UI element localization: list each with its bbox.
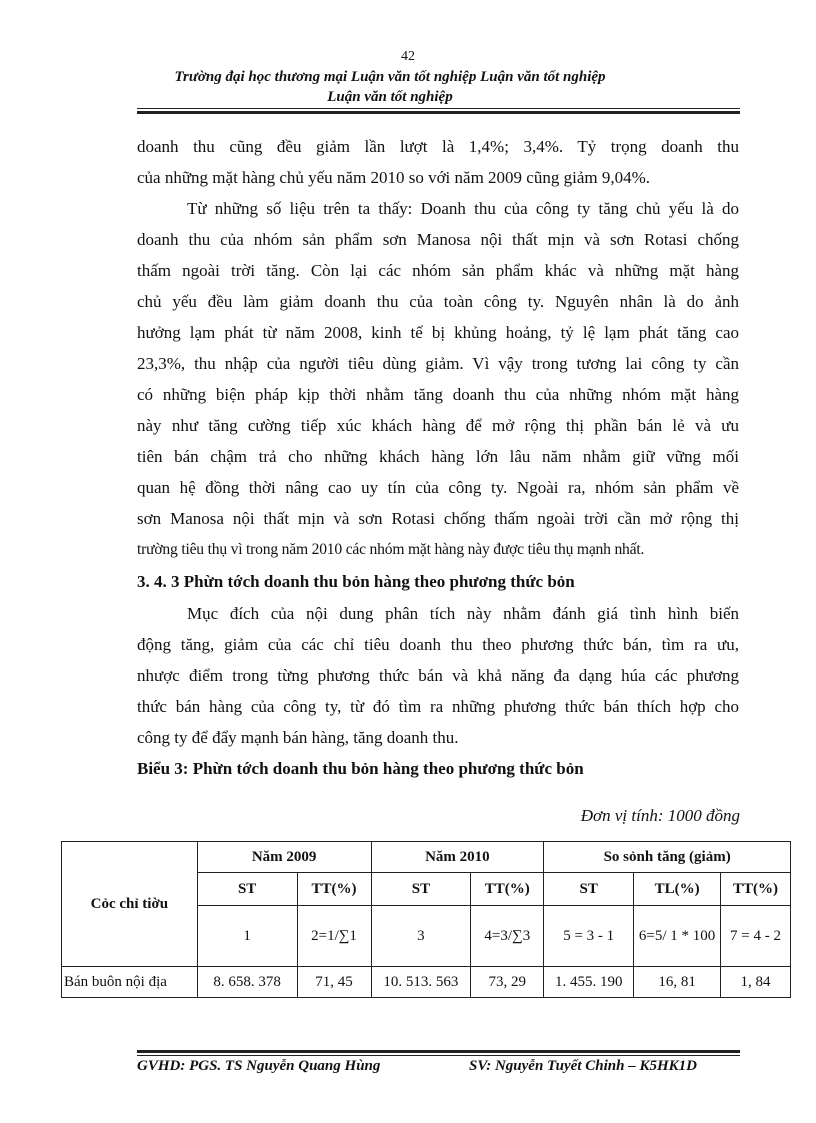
text-line: thức bán hàng của công ty, từ đó tìm ra những phương thức bán thích hợp cho (137, 697, 739, 716)
text-line: có những biện pháp kịp thời nhằm tăng doanh thu của những nhóm mặt hàng (137, 385, 739, 404)
data-cell: 10. 513. 563 (371, 967, 471, 998)
header-rule-thin (137, 108, 740, 109)
unit-label: Đơn vị tính: 1000 đồng (580, 806, 740, 825)
text-line: sơn Manosa nội thất mịn và sơn Rotasi chống thấm ngoài trời cần mở rộng thị (137, 509, 739, 528)
formula-cell: 3 (371, 906, 471, 967)
text-line: động tăng, giảm của các chỉ tiêu doanh thu theo phương thức bán, tìm ra ưu, (137, 635, 739, 654)
footer-student: SV: Nguyễn Tuyết Chinh – K5HK1D (469, 1058, 697, 1074)
text-line: quan hệ đồng thời nâng cao uy tín của công ty. Ngoài ra, nhóm sản phẩm về (137, 478, 739, 497)
text-line: của những mặt hàng chủ yếu năm 2010 so với năm 2009 cũng giảm 9,04%. (137, 168, 650, 187)
revenue-table (61, 841, 791, 998)
criteria-header: Cỏc chỉ tiờu (62, 842, 198, 967)
formula-cell: 2=1/∑1 (297, 906, 371, 967)
group-header-2010: Năm 2010 (371, 842, 544, 873)
section-title: 3. 4. 3 Phừn tớch doanh thu bỏn hàng theo phương thức bỏn (137, 572, 575, 591)
paragraph-3 (137, 598, 739, 753)
data-cell: 1, 84 (721, 967, 791, 998)
sub-header: ST (197, 873, 297, 906)
data-cell: 1. 455. 190 (544, 967, 634, 998)
header-rule-thick (137, 111, 740, 114)
table-caption: Biểu 3: Phừn tớch doanh thu bỏn hàng theo phương thức bỏn (137, 759, 584, 778)
paragraph-1 (137, 131, 739, 193)
table-header-row (62, 842, 791, 873)
text-line: nhược điểm trong từng phương thức bán và khả năng đa dạng húa các phương (137, 666, 739, 685)
formula-cell: 4=3/∑3 (471, 906, 544, 967)
formula-cell: 5 = 3 - 1 (544, 906, 634, 967)
table-row (62, 967, 791, 998)
group-header-comparison: So sỏnh tăng (giảm) (544, 842, 791, 873)
group-header-2009: Năm 2009 (197, 842, 371, 873)
text-line: Từ những số liệu trên ta thấy: Doanh thu của công ty tăng chủ yếu là do (187, 199, 739, 218)
text-line: doanh thu của nhóm sản phẩm sơn Manosa nội thất mịn và sơn Rotasi chống (137, 230, 739, 249)
row-label: Bán buôn nội địa (62, 967, 198, 998)
document-body (137, 131, 739, 785)
sub-header: ST (371, 873, 471, 906)
text-line: 23,3%, thu nhập của người tiêu dùng giảm. Vì vậy trong tương lai công ty cần (137, 354, 739, 373)
data-cell: 73, 29 (471, 967, 544, 998)
text-line: này như tăng cường tiếp xúc khách hàng để mở rộng thị phần bán lẻ và ưu (137, 416, 739, 435)
data-cell: 16, 81 (634, 967, 721, 998)
text-line: doanh thu cũng đều giảm lần lượt là 1,4%; 3,4%. Tỷ trọng doanh thu (137, 137, 739, 156)
formula-cell: 1 (197, 906, 297, 967)
text-line: chủ yếu đều làm giảm doanh thu của toàn công ty. Nguyên nhân là do ảnh (137, 292, 739, 311)
data-cell: 71, 45 (297, 967, 371, 998)
paragraph-2 (137, 193, 739, 565)
sub-header: TT(%) (721, 873, 791, 906)
formula-cell: 6=5/ 1 * 100 (634, 906, 721, 967)
footer-advisor: GVHD: PGS. TS Nguyễn Quang Hùng (137, 1058, 381, 1074)
text-line: tiên bán chậm trả cho những khách hàng lớn lâu năm nhằm giữ vững mối (137, 447, 739, 466)
footer-rule-thin (137, 1055, 740, 1056)
sub-header: TT(%) (297, 873, 371, 906)
header-line-1: Trường đại học thương mại Luận văn tốt nghiệp Luận văn tốt nghiệp (174, 69, 606, 85)
text-line: công ty để đẩy mạnh bán hàng, tăng doanh thu. (137, 728, 459, 747)
page-number: 42 (401, 49, 415, 64)
sub-header: TL(%) (634, 873, 721, 906)
text-line: hưởng lạm phát từ năm 2008, kinh tế bị khủng hoảng, tỷ lệ lạm phát tăng cao (137, 323, 739, 342)
header-line-2: Luận văn tốt nghiệp (327, 89, 453, 105)
text-line: thấm ngoài trời tăng. Còn lại các nhóm sản phẩm khác và những mặt hàng (137, 261, 739, 280)
text-line: trường tiêu thụ vì trong năm 2010 các nhóm mặt hàng này được tiêu thụ mạnh nhất. (137, 541, 645, 558)
text-line: Mục đích của nội dung phân tích này nhằm đánh giá tình hình biến (187, 604, 739, 623)
sub-header: ST (544, 873, 634, 906)
sub-header: TT(%) (471, 873, 544, 906)
formula-cell: 7 = 4 - 2 (721, 906, 791, 967)
page-header (130, 67, 650, 107)
footer-rule-thick (137, 1050, 740, 1053)
data-cell: 8. 658. 378 (197, 967, 297, 998)
